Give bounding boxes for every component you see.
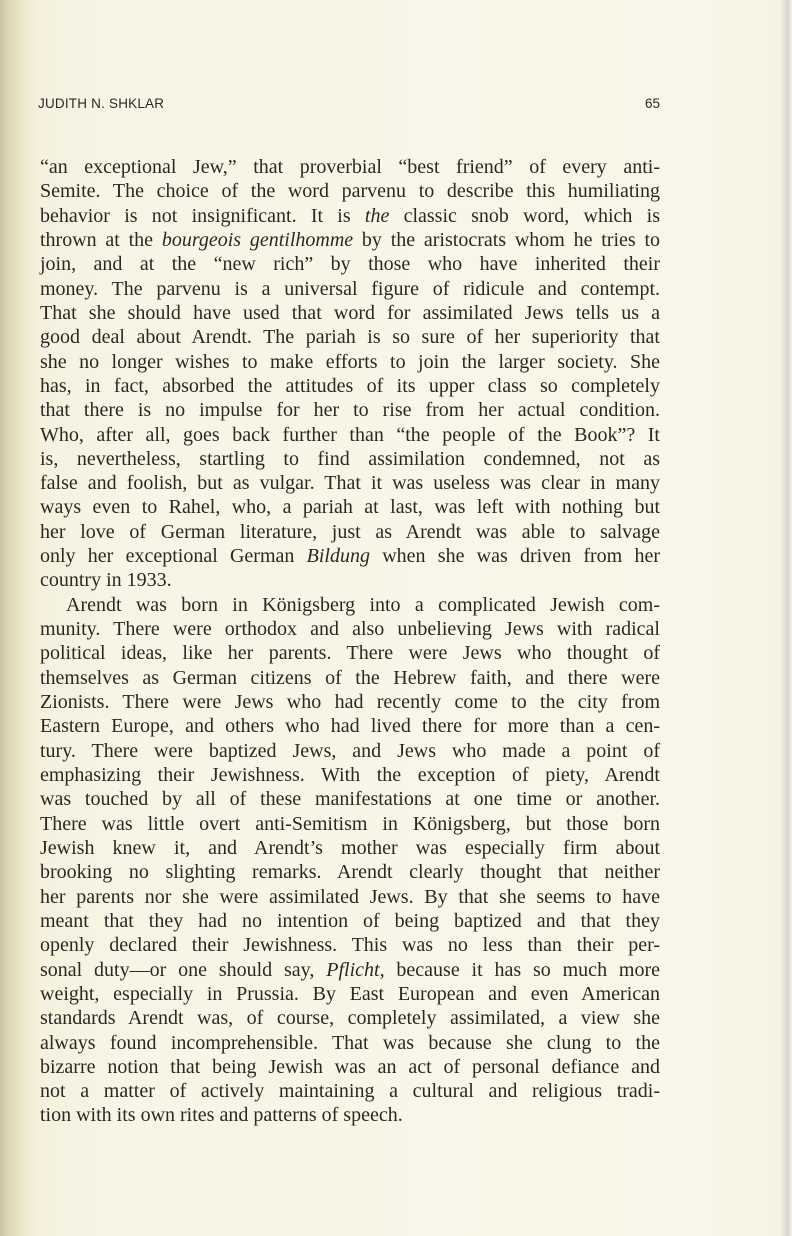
text-segment: not a matter of actively maintaining a cultural and religious tradi- (40, 1080, 660, 1103)
text-line (40, 763, 660, 787)
text-line (40, 374, 660, 398)
text-line (40, 471, 660, 495)
text-segment: brooking no slighting remarks. Arendt clearly thought that neither (40, 861, 660, 884)
text-line (40, 836, 660, 860)
text-segment: political ideas, like her parents. There were Jews who thought of (40, 642, 660, 665)
text-segment: “an exceptional Jew,” that proverbial “best friend” of every anti- (40, 156, 660, 178)
text-line (40, 1103, 660, 1127)
text-line (40, 204, 660, 228)
text-line (40, 520, 660, 544)
text-segment: Zionists. There were Jews who had recently come to the city from (40, 691, 660, 714)
text-line (40, 739, 660, 763)
text-segment: join, and at the “new rich” by those who have inherited their (40, 253, 660, 276)
text-line (40, 812, 660, 836)
text-segment: tury. There were baptized Jews, and Jews who made a point of (40, 739, 660, 762)
text-segment: Who, after all, goes back further than “the people of the Book”? It (40, 423, 660, 446)
text-line (40, 714, 660, 738)
text-segment: was touched by all of these manifestations at one time or another. (40, 788, 660, 811)
text-segment: themselves as German citizens of the Hebrew faith, and there were (40, 666, 660, 689)
text-line (40, 1031, 660, 1055)
text-line (40, 495, 660, 519)
text-line (40, 617, 660, 641)
running-head-author: JUDITH N. SHKLAR (38, 96, 165, 111)
text-line (40, 277, 660, 301)
text-line (40, 179, 660, 203)
text-line (40, 447, 660, 471)
text-line (40, 423, 660, 447)
text-segment: false and foolish, but as vulgar. That it was useless was clear in many (40, 472, 660, 495)
text-segment: country in 1933. (40, 569, 172, 592)
text-line (40, 641, 660, 665)
text-segment: has, in fact, absorbed the attitudes of its upper class so completely (40, 374, 660, 397)
text-segment: good deal about Arendt. The pariah is so sure of her superiority that (40, 326, 660, 349)
italic-text: bourgeois gentilhomme (161, 228, 354, 251)
text-segment: That she should have used that word for assimilated Jews tells us a (40, 301, 660, 324)
text-segment: Arendt was born in Königsberg into a complicated Jewish com- (66, 593, 660, 616)
italic-text: the (364, 204, 390, 227)
text-segment: behavior is not insignificant. It is (40, 204, 365, 227)
text-line (40, 155, 660, 179)
text-segment: , because it has so much more (379, 958, 660, 981)
text-line (40, 1079, 660, 1103)
text-line (40, 228, 660, 252)
text-segment: bizarre notion that being Jewish was an act of personal defiance and (40, 1055, 660, 1078)
text-segment: when she was driven from her (369, 545, 661, 568)
italic-text: Bildung (306, 545, 370, 568)
text-line (66, 593, 660, 617)
text-segment: her parents nor she were assimilated Jews. By that she seems to have (40, 885, 660, 908)
text-line (40, 787, 660, 811)
text-segment: munity. There were orthodox and also unbelieving Jews with radical (40, 618, 660, 641)
italic-text: Pflicht (326, 958, 380, 981)
text-line (40, 666, 660, 690)
text-segment: sonal duty—or one should say, (40, 958, 327, 981)
text-segment: is, nevertheless, startling to find assimilation condemned, not as (40, 447, 660, 470)
text-line (40, 690, 660, 714)
running-header (38, 96, 660, 114)
text-segment: Eastern Europe, and others who had lived there for more than a cen- (40, 715, 660, 738)
text-segment: by the aristocrats whom he tries to (353, 228, 660, 251)
text-segment: that there is no impulse for her to rise from her actual condition. (40, 399, 660, 422)
text-line (40, 909, 660, 933)
text-line (40, 1055, 660, 1079)
text-line (40, 301, 660, 325)
text-segment: classic snob word, which is (389, 204, 661, 227)
text-segment: thrown at the (40, 228, 162, 251)
text-line (40, 568, 660, 592)
text-line (40, 933, 660, 957)
text-line (40, 1006, 660, 1030)
page-number: 65 (644, 96, 660, 111)
text-line (40, 860, 660, 884)
text-line (40, 544, 660, 568)
text-segment: Semite. The choice of the word parvenu to describe this humiliating (40, 180, 660, 203)
text-line (40, 398, 660, 422)
text-line (40, 325, 660, 349)
text-line (40, 350, 660, 374)
text-segment: standards Arendt was, of course, completely assimilated, a view she (40, 1007, 660, 1030)
text-line (40, 982, 660, 1006)
text-segment: openly declared their Jewishness. This was no less than their per- (40, 934, 660, 957)
text-segment: Jewish knew it, and Arendt’s mother was especially firm about (40, 836, 660, 859)
text-line (40, 252, 660, 276)
text-line (40, 885, 660, 909)
text-segment: weight, especially in Prussia. By East European and even American (40, 982, 660, 1005)
text-segment: meant that they had no intention of being baptized and that they (40, 909, 660, 932)
text-segment: she no longer wishes to make efforts to join the larger society. She (40, 350, 660, 373)
text-segment: only her exceptional German (40, 545, 307, 568)
text-segment: There was little overt anti-Semitism in Königsberg, but those born (40, 812, 660, 835)
text-segment: her love of German literature, just as Arendt was able to salvage (40, 520, 660, 543)
text-line (40, 958, 660, 982)
text-segment: tion with its own rites and patterns of speech. (40, 1104, 403, 1127)
text-segment: ways even to Rahel, who, a pariah at last, was left with nothing but (40, 496, 660, 519)
text-segment: always found incomprehensible. That was because she clung to the (40, 1031, 660, 1054)
text-segment: money. The parvenu is a universal figure of ridicule and contempt. (40, 277, 660, 300)
text-segment: emphasizing their Jewishness. With the exception of piety, Arendt (40, 764, 660, 786)
